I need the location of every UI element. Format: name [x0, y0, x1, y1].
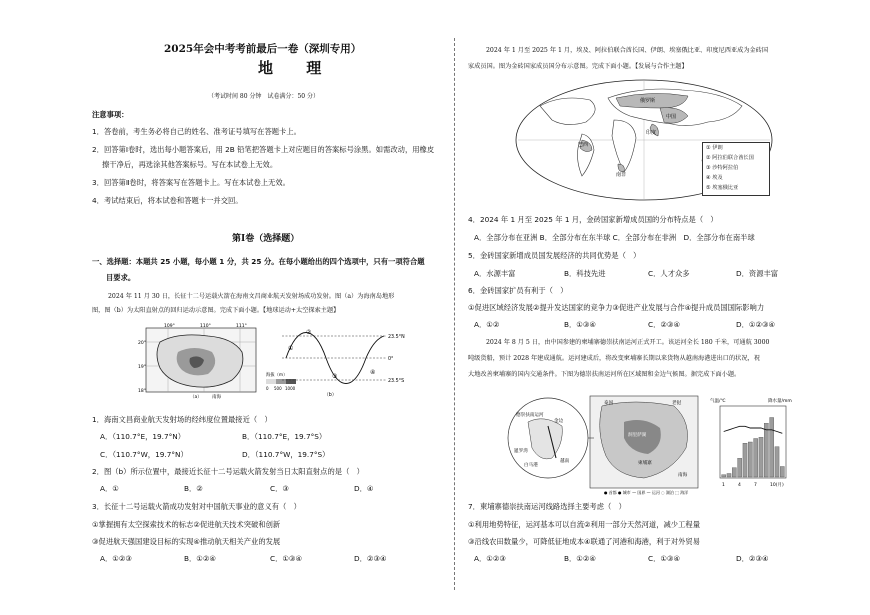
figure-caption: （b） — [324, 393, 337, 398]
question-stem: 4．2024 年 1 月至 2025 年 1 月，金砖国家新增成员国的分布特点是（ ） — [468, 215, 718, 224]
legend-value: 500 — [274, 386, 282, 391]
legend-value: 1000 — [285, 386, 296, 391]
chart-left-title: 气温/℃ — [710, 399, 726, 404]
option-A[interactable]: A．①②③ — [100, 554, 132, 563]
sea-label: 南海 — [212, 395, 221, 400]
map-label: 老挝 — [672, 401, 682, 406]
options-line[interactable]: A．全部分布在亚洲 B．全部分布在东半球 C．全部分布在非洲 D．全部分布在南半球 — [474, 233, 755, 242]
legend-item: ② 阿拉伯联合酋长国 — [706, 155, 754, 161]
hainan-terrain-map — [138, 322, 266, 400]
question-stem: 6．金砖国家扩员有利于（ ） — [468, 286, 568, 295]
map-label: 洞里萨湖 — [628, 433, 647, 438]
question-subitems: ①掌握拥有太空探索技术的标志②促进航天技术突破和创新 — [92, 520, 281, 529]
lon-label: 109° — [164, 324, 175, 329]
option-D[interactable]: D．资源丰富 — [736, 269, 779, 278]
country-label: 俄罗斯 — [640, 98, 656, 104]
column-divider — [454, 38, 455, 590]
option-A[interactable]: A．① — [100, 484, 119, 493]
map-label: 柬埔寨 — [638, 461, 652, 466]
equator-label: 0° — [388, 357, 394, 362]
option-C[interactable]: C．①③④ — [270, 554, 303, 563]
solar-migration-diagram — [276, 326, 412, 398]
precipitation-bar — [738, 458, 742, 477]
month-tick: 4 — [738, 483, 741, 488]
note-item: 擦干净后，再选涂其他答案标号。写在本试卷上无效。 — [102, 160, 278, 169]
precipitation-bar — [732, 468, 736, 477]
question-context: 2024 年 11 月 30 日，长征十二号运载火箭在海南文昌商业航天发射场成功发射。图（a）为海南岛地形 — [108, 293, 395, 300]
precipitation-bar — [770, 418, 774, 478]
option-C[interactable]: C．（110.7°W，19.7°N） — [100, 450, 188, 459]
map-label: 白马港 — [524, 463, 538, 468]
section-intro: 一、选择题：本题共 25 小题，每小题 1 分，共 25 分。在每小题给出的四个选项中，只有一项符合题 — [92, 257, 425, 266]
question-context: 2024 年 1 月至 2025 年 1 月，埃及、阿拉伯联合酋长国、伊朗、埃塞俄比亚、印度尼西亚成为金砖国 — [486, 47, 769, 54]
option-C[interactable]: C．人才众多 — [648, 269, 690, 278]
legend-item: ③ 沙特阿拉伯 — [706, 165, 739, 171]
question-context: 2024 年 8 月 5 日，由中国参建的柬埔寨德崇扶南运河正式开工。该运河全长 180 千米，可通航 3000 — [486, 339, 770, 346]
question-subitems: ③沿线农田数量少，可降低征地成本④联通了河港和海港，利于对外贸易 — [468, 537, 700, 546]
lat-north-label: 23.5°N — [388, 335, 405, 340]
month-tick: 10(月) — [770, 483, 784, 488]
question-stem: 7．柬埔寨德崇扶南运河线路选择主要考虑（ ） — [468, 502, 626, 511]
question-stem: 1．海南文昌商业航天发射场的经纬度位置最接近（ ） — [92, 415, 272, 424]
option-B[interactable]: B．② — [184, 484, 203, 493]
question-subitems: ①促进区域经济发展②提升发达国家的竞争力③促进产业发展与合作④提升成员国国际影响力 — [468, 303, 765, 312]
exam-info: （考试时间 80 分钟 试卷满分：50 分） — [208, 93, 319, 100]
month-tick: 7 — [754, 483, 757, 488]
question-stem: 2．图（b）所示位置中，最接近长征十二号运载火箭发射当日太阳直射点的是（ ） — [92, 467, 364, 476]
lat-label: 20° — [138, 341, 146, 346]
note-item: 3．回答第Ⅱ卷时，将答案写在答题卡上。写在本试卷上无效。 — [92, 178, 290, 187]
precipitation-bar — [764, 423, 768, 477]
map-label: 暹罗湾 — [514, 449, 528, 454]
point-marker: ① — [288, 345, 294, 352]
note-item: 2．回答第Ⅰ卷时，选出每小题答案后，用 2B 铅笔把答题卡上对应题目的答案标号涂黑。如需改动，用橡皮 — [92, 145, 435, 154]
legend-value: 0 — [266, 386, 269, 391]
note-item: 1．答卷前，考生务必将自己的姓名、准考证号填写在答题卡上。 — [92, 127, 301, 136]
option-A[interactable]: A．①② — [474, 320, 500, 329]
section-intro: 目要求。 — [106, 273, 136, 282]
lat-label: 18° — [138, 389, 146, 394]
lon-label: 110° — [200, 324, 211, 329]
lat-south-label: 23.5°S — [388, 379, 405, 384]
legend-item: ⑤ 埃塞俄比亚 — [706, 185, 739, 191]
option-B[interactable]: B．①②④ — [184, 554, 216, 563]
precipitation-bar — [754, 439, 758, 478]
question-stem: 3．长征十二号运载火箭成功发射对中国航天事业的意义有（ ） — [92, 502, 301, 511]
question-context: 图，图（b）为太阳直射点的回归运动示意图。完成下面小题。【地球运动+太空探索主题】 — [92, 307, 340, 314]
option-D[interactable]: D．④ — [354, 484, 374, 493]
precipitation-bar — [727, 474, 731, 478]
legend-item: ④ 埃及 — [706, 175, 723, 181]
question-stem: 5．金砖国家新增成员国发展经济的共同优势是（ ） — [468, 251, 641, 260]
precipitation-bar — [759, 437, 763, 477]
legend-item: ① 伊朗 — [706, 145, 723, 151]
option-D[interactable]: D．①②③④ — [736, 320, 776, 329]
question-context: 大地改善柬埔寨的国内交通条件。下图为德崇扶南运河所在区域图和金边气候图。据完成下面小题。 — [468, 371, 741, 378]
figure-caption: （a） — [190, 395, 202, 400]
option-B[interactable]: B．①③④ — [564, 320, 596, 329]
country-label: 印度 — [646, 130, 657, 136]
option-D[interactable]: D．（110.7°W，19.7°S） — [242, 450, 330, 459]
map-label: 南海 — [678, 473, 688, 478]
question-subitems: ①利用地势特征，运河基本可以自流②利用一部分天然河道，减少工程量 — [468, 520, 700, 529]
option-A[interactable]: A．水源丰富 — [474, 269, 516, 278]
precipitation-bar — [775, 447, 779, 477]
option-B[interactable]: B．科技先进 — [564, 269, 606, 278]
option-A[interactable]: A．①②③ — [474, 554, 506, 563]
subject-title: 地 理 — [258, 59, 336, 77]
canal-region-map — [504, 392, 700, 496]
section-title: 第Ⅰ卷（选择题） — [232, 234, 300, 244]
question-context: 吨级货船，预计 2028 年建成通航。运河建成后，将改变柬埔寨长期以来货物从越南海港进出口的状况，祝 — [468, 355, 760, 362]
lon-label: 111° — [236, 324, 247, 329]
lat-label: 19° — [138, 365, 146, 370]
map-legend — [702, 142, 770, 196]
legend-title: 海拔（m） — [266, 373, 288, 378]
option-D[interactable]: D．②③④ — [736, 554, 769, 563]
phnom-penh-climate-chart — [708, 396, 800, 494]
map-legend: ● 首都 ● 城市 — 国界 — 运河 ◌ 湖泊 ⬚ 海洋 — [604, 490, 689, 495]
chart-right-title: 降水量/mm — [768, 399, 792, 404]
map-label: 金边 — [554, 419, 564, 424]
option-A[interactable]: A．（110.7°E，19.7°N） — [100, 432, 186, 441]
option-C[interactable]: C．③ — [270, 484, 289, 493]
option-C[interactable]: C．②③④ — [648, 320, 681, 329]
precipitation-bar — [722, 475, 726, 477]
question-context: 家成员国。图为金砖国家成员国分布示意图。完成下面小题。【发展与合作主题】 — [468, 63, 688, 70]
map-label: 越南 — [560, 459, 570, 464]
notes-heading: 注意事项： — [92, 110, 129, 119]
question-subitems: ③促进航天强国建设目标的实现④推动航天相关产业的发展 — [92, 537, 281, 546]
map-label: 德崇扶南运河 — [516, 413, 544, 418]
option-B[interactable]: B．（110.7°E，19.7°S） — [242, 432, 327, 441]
precipitation-bar — [748, 442, 752, 477]
country-label: 南非 — [616, 172, 627, 178]
option-D[interactable]: D．②③④ — [354, 554, 387, 563]
map-label: 泰国 — [604, 401, 614, 406]
precipitation-bar — [780, 467, 784, 478]
point-marker: ③ — [332, 373, 338, 380]
option-B[interactable]: B．①②④ — [564, 554, 596, 563]
month-tick: 1 — [722, 483, 725, 488]
point-marker: ② — [306, 329, 312, 336]
point-marker: ④ — [370, 369, 376, 376]
country-label: 巴西 — [578, 142, 589, 148]
note-item: 4．考试结束后，将本试卷和答题卡一并交回。 — [92, 196, 243, 205]
exam-title: 2025年会中考考前最后一卷（深圳专用） — [164, 43, 362, 55]
option-C[interactable]: C．①③④ — [648, 554, 681, 563]
precipitation-bar — [743, 443, 747, 477]
country-label: 中国 — [666, 114, 677, 120]
